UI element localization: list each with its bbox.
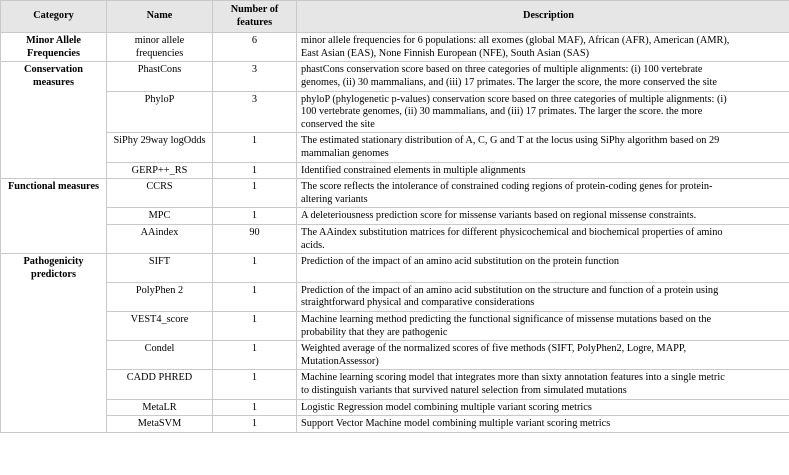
- category-cell: Pathogenicity predictors: [1, 254, 107, 283]
- table-row: [1, 179, 789, 208]
- feature-description-cell: [297, 254, 789, 283]
- feature-name-cell: PhyloP: [107, 91, 213, 133]
- category-cell: [1, 224, 107, 253]
- feature-description-cell: [297, 208, 789, 225]
- feature-name-cell: Condel: [107, 341, 213, 370]
- feature-description-cell: [297, 399, 789, 416]
- description-line: altering variants: [301, 193, 368, 205]
- description-line: to distinguish variants that survived naturel selection from simulated mutations: [301, 384, 627, 396]
- description-line: Prediction of the impact of an amino acid substitution on the protein function: [301, 256, 619, 268]
- description-line: Machine learning scoring model that integrates more than sixty annotation features into a single metric: [301, 372, 725, 384]
- feature-name-cell: CCRS: [107, 179, 213, 208]
- table-row: [1, 133, 789, 162]
- category-cell: [1, 162, 107, 179]
- table-row: [1, 399, 789, 416]
- description-line: mammalian genomes: [301, 147, 389, 159]
- table-body: [1, 33, 789, 433]
- table-row: [1, 62, 789, 91]
- description-line: straightforward physical and comparative considerations: [301, 297, 535, 309]
- feature-count-cell: 1: [213, 208, 297, 225]
- header-category: Category: [1, 1, 107, 33]
- category-cell: Minor Allele Frequencies: [1, 33, 107, 62]
- description-line: The AAindex substitution matrices for different physicochemical and biochemical properties of amino: [301, 226, 723, 238]
- table-row: [1, 416, 789, 433]
- feature-description-cell: [297, 179, 789, 208]
- description-line: minor allele frequencies for 6 populations: all exomes (global MAF), African (AFR), American (AMR),: [301, 35, 730, 47]
- feature-description-cell: [297, 62, 789, 91]
- feature-count-cell: 1: [213, 311, 297, 340]
- description-line: Weighted average of the normalized scores of five methods (SIFT, PolyPhen2, Logre, MAPP,: [301, 343, 687, 355]
- description-line: A deleteriousness prediction score for missense variants based on regional missense constraints.: [301, 210, 697, 222]
- table-row: [1, 91, 789, 133]
- feature-description-cell: [297, 370, 789, 399]
- description-line: The estimated stationary distribution of A, C, G and T at the locus using SiPhy algorithm based on 29: [301, 135, 720, 147]
- feature-description-cell: [297, 162, 789, 179]
- table-row: [1, 224, 789, 253]
- description-line: Prediction of the impact of an amino acid substitution on the structure and function of a protein using: [301, 284, 719, 296]
- feature-count-cell: 1: [213, 370, 297, 399]
- description-line: Identified constrained elements in multiple alignments: [301, 164, 526, 176]
- feature-count-cell: 1: [213, 179, 297, 208]
- feature-name-cell: CADD PHRED: [107, 370, 213, 399]
- feature-description-cell: [297, 133, 789, 162]
- description-line: 100 vertebrate genomes, (ii) 30 mammalians, and (iii) 17 primates. The larger the score. the more: [301, 106, 703, 118]
- feature-count-cell: 1: [213, 282, 297, 311]
- description-line: East Asian (EAS), None Finnish European (NFE), South Asian (SAS): [301, 47, 590, 59]
- table-row: [1, 341, 789, 370]
- category-cell: [1, 399, 107, 416]
- feature-count-cell: 90: [213, 224, 297, 253]
- feature-name-cell: SIFT: [107, 254, 213, 283]
- table-row: [1, 162, 789, 179]
- feature-count-cell: 1: [213, 254, 297, 283]
- feature-count-cell: 1: [213, 416, 297, 433]
- feature-name-cell: SiPhy 29way logOdds: [107, 133, 213, 162]
- category-cell: [1, 133, 107, 162]
- feature-name-cell: GERP++_RS: [107, 162, 213, 179]
- feature-name-cell: PolyPhen 2: [107, 282, 213, 311]
- feature-name-cell: minor allele frequencies: [107, 33, 213, 62]
- table-row: [1, 254, 789, 283]
- description-line: genomes, (ii) 30 mammalians, and (iii) 17 primates. The larger the score, the more conserved the site: [301, 76, 717, 88]
- feature-count-cell: 3: [213, 62, 297, 91]
- feature-count-cell: 1: [213, 162, 297, 179]
- category-cell: Functional measures: [1, 179, 107, 208]
- feature-description-cell: [297, 91, 789, 133]
- category-cell: Conservation measures: [1, 62, 107, 91]
- feature-description-cell: [297, 33, 789, 62]
- category-cell: [1, 311, 107, 340]
- feature-name-cell: AAindex: [107, 224, 213, 253]
- category-cell: [1, 208, 107, 225]
- table-row: [1, 311, 789, 340]
- description-line: MutationAssessor): [301, 355, 379, 367]
- feature-description-cell: [297, 224, 789, 253]
- table-row: [1, 370, 789, 399]
- table-row: [1, 208, 789, 225]
- description-line: phastCons conservation score based on three categories of multiple alignments: (i) 100 vertebrate: [301, 64, 703, 76]
- feature-name-cell: VEST4_score: [107, 311, 213, 340]
- header-row: [1, 1, 789, 33]
- category-cell: [1, 416, 107, 433]
- header-description: Description: [297, 1, 789, 33]
- feature-count-cell: 6: [213, 33, 297, 62]
- description-line: Machine learning method predicting the functional significance of missense mutations based on the: [301, 313, 712, 325]
- feature-name-cell: PhastCons: [107, 62, 213, 91]
- category-cell: [1, 341, 107, 370]
- feature-description-cell: [297, 341, 789, 370]
- feature-name-cell: MPC: [107, 208, 213, 225]
- category-cell: [1, 282, 107, 311]
- header-number-of-features: Number of features: [213, 1, 297, 33]
- feature-description-cell: [297, 416, 789, 433]
- feature-count-cell: 3: [213, 91, 297, 133]
- description-line: conserved the site: [301, 118, 375, 130]
- category-cell: [1, 91, 107, 133]
- table-row: [1, 33, 789, 62]
- header-name: Name: [107, 1, 213, 33]
- feature-count-cell: 1: [213, 133, 297, 162]
- feature-count-cell: 1: [213, 399, 297, 416]
- description-line: The score reflects the intolerance of constrained coding regions of protein-coding genes for protein-: [301, 181, 713, 193]
- feature-name-cell: MetaSVM: [107, 416, 213, 433]
- description-line: probability that they are pathogenic: [301, 326, 448, 338]
- feature-name-cell: MetaLR: [107, 399, 213, 416]
- description-line: Logistic Regression model combining multiple variant scoring metrics: [301, 401, 592, 413]
- category-cell: [1, 370, 107, 399]
- table-row: [1, 282, 789, 311]
- description-line: acids.: [301, 239, 325, 251]
- feature-description-cell: [297, 282, 789, 311]
- feature-description-cell: [297, 311, 789, 340]
- description-line: phyloP (phylogenetic p-values) conservation score based on three categories of multiple alignments: (i): [301, 93, 727, 105]
- description-line: Support Vector Machine model combining multiple variant scoring metrics: [301, 418, 611, 430]
- feature-count-cell: 1: [213, 341, 297, 370]
